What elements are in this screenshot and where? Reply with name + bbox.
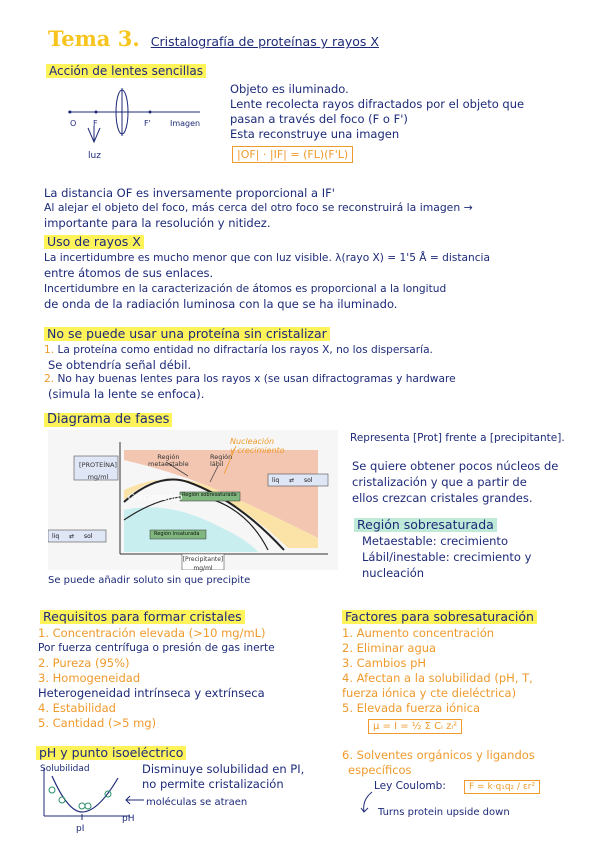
rayos-line-2: entre átomos de sus enlaces.	[44, 266, 214, 280]
rayos-heading: Uso de rayos X	[44, 235, 144, 249]
requisitos-item-1b-text: Por fuerza centrífuga o presión de gas inerte	[38, 642, 275, 654]
liq-sol-left-arrows: ⇄	[69, 533, 75, 540]
factores-item-1-text: Aumento concentración	[356, 626, 495, 640]
factores-item-4b-text: fuerza iónica y cte dieléctrica)	[342, 686, 517, 700]
diagrama-right-line-2: Se quiere obtener pocos núcleos de	[352, 459, 559, 473]
ionic-strength-formula: μ = I = ½ Σ Cᵢ zᵢ²	[368, 719, 462, 734]
proteina-heading: No se puede usar una proteína sin cristalizar	[44, 327, 330, 341]
diagrama-note-below: Se puede añadir soluto sin que precipite	[48, 575, 251, 586]
requisitos-item-5-num: 5.	[38, 716, 49, 730]
factores-item-3	[342, 656, 533, 671]
sobresaturada-heading: Región sobresaturada	[354, 518, 497, 532]
requisitos-item-4-text: Estabilidad	[52, 701, 116, 715]
rayos-line-3: Incertidumbre en la caracterización de átomos es proporcional a la longitud	[44, 283, 447, 295]
lens-label-f: F	[93, 119, 98, 128]
factores-item-3-num: 3.	[342, 656, 353, 670]
proteina-item-1	[44, 343, 433, 358]
factores-item-5	[342, 701, 533, 716]
arrow-icon	[358, 790, 378, 816]
lentes-line-4: Esta reconstruye una imagen	[230, 127, 400, 141]
liq-sol-left-liq: liq	[52, 533, 60, 540]
proteina-item-1-line-2: Se obtendría señal débil.	[48, 358, 192, 372]
region-metaestable-line-2: metaestable	[148, 460, 189, 468]
rayos-line-4: de onda de la radiación luminosa con la que se ha iluminado.	[44, 297, 398, 311]
region-labil-line-2: lábil	[210, 460, 224, 468]
ph-heading: pH y punto isoeléctrico	[36, 746, 186, 760]
requisitos-item-1	[38, 626, 275, 641]
precipitante-axis-line-2: mg/ml	[193, 565, 213, 572]
lentes-line-3: pasan a través del foco (F o F')	[230, 112, 408, 126]
lentes-formula: |OF| · |IF| = (FL)(F'L)	[232, 146, 353, 163]
requisitos-item-1b	[38, 641, 275, 656]
requisitos-item-1-text: Concentración elevada (>10 mg/mL)	[52, 626, 266, 640]
region-metaestable-line-1: Región	[157, 453, 180, 461]
paragraph-line-1: La distancia OF es inversamente proporcional a IF'	[44, 186, 335, 200]
factores-heading: Factores para sobresaturación	[342, 610, 537, 624]
requisitos-item-2-num: 2.	[38, 656, 49, 670]
liq-sol-top	[272, 477, 313, 484]
requisitos-item-1-num: 1.	[38, 626, 49, 640]
lentes-heading: Acción de lentes sencillas	[46, 64, 206, 78]
diagrama-right-line-3: cristalización y que a partir de	[352, 475, 527, 489]
region-labil-label	[210, 454, 232, 468]
turns-text: Turns protein upside down	[378, 807, 510, 818]
factores-item-6-num: 6.	[342, 748, 353, 762]
paragraph-line-3: importante para la resolución y nitidez.	[44, 216, 271, 230]
phase-diagram	[48, 430, 338, 570]
factores-item-4b	[342, 686, 533, 701]
proteina-item-2-line-1: No hay buenas lentes para los rayos x (se usan difractogramas y hardware	[57, 373, 456, 385]
ley-coulomb-label: Ley Coulomb:	[374, 780, 446, 792]
requisitos-item-3b	[38, 686, 275, 701]
factores-item-2-num: 2.	[342, 641, 353, 655]
liq-sol-left-sol: sol	[84, 533, 93, 540]
region-metaestable-label	[148, 454, 189, 468]
proteina-item-1-line-1: La proteína como entidad no difractaría los rayos X, no los dispersaría.	[57, 344, 433, 356]
proteina-item-2	[44, 372, 456, 387]
ph-line-1: Disminuye solubilidad en PI,	[142, 762, 305, 776]
coulomb-formula: F = k·q₁q₂ / εr²	[464, 780, 540, 794]
ph-moleculas: moléculas se atraen	[146, 797, 248, 808]
ph-pi-label: pI	[76, 824, 85, 834]
factores-item-2	[342, 641, 533, 656]
sobresaturada-line-2: Lábil/inestable: crecimiento y	[362, 550, 532, 564]
sobresaturada-line-1: Metaestable: crecimiento	[362, 534, 508, 548]
requisitos-item-2	[38, 656, 275, 671]
requisitos-item-4-num: 4.	[38, 701, 49, 715]
liq-sol-top-sol: sol	[304, 477, 313, 484]
liq-sol-top-liq: liq	[272, 477, 280, 484]
factores-item-6	[342, 748, 535, 763]
region-sobresaturada-box: Región sobresaturada	[182, 492, 237, 498]
requisitos-item-3b-text: Heterogeneidad intrínseca y extrínseca	[38, 686, 265, 700]
factores-list	[342, 626, 533, 716]
ph-axis-y: Solubilidad	[40, 764, 90, 774]
requisitos-list	[38, 626, 275, 731]
lens-label-f2: F'	[144, 119, 151, 128]
lentes-line-2: Lente recolecta rayos difractados por el objeto que	[230, 97, 525, 111]
page-title	[48, 26, 379, 51]
diagrama-heading: Diagrama de fases	[44, 413, 172, 427]
proteina-item-2-num: 2.	[44, 373, 55, 385]
requisitos-item-3-text: Homogeneidad	[52, 671, 141, 685]
paragraph-line-2: Al alejar el objeto del foco, más cerca del otro foco se reconstruirá la imagen →	[44, 201, 473, 214]
proteina-axis-label	[78, 459, 118, 483]
requisitos-item-5-text: Cantidad (>5 mg)	[52, 716, 157, 730]
ph-line-2: no permite cristalización	[142, 777, 284, 791]
crecimiento-label: Crecimiento	[128, 493, 183, 503]
proteina-item-1-num: 1.	[44, 344, 55, 356]
lens-label-luz: luz	[88, 151, 101, 161]
factores-item-4	[342, 671, 533, 686]
requisitos-item-3	[38, 671, 275, 686]
liq-sol-left	[52, 533, 93, 540]
factores-item-5-num: 5.	[342, 701, 353, 715]
requisitos-item-3-num: 3.	[38, 671, 49, 685]
factores-item-4-num: 4.	[342, 671, 353, 685]
factores-item-1-num: 1.	[342, 626, 353, 640]
tema-subtitle: Cristalografía de proteínas y rayos X	[150, 34, 379, 49]
diagrama-right-line-4: ellos crezcan cristales grandes.	[352, 491, 533, 505]
proteina-axis-line-2: mg/ml	[87, 473, 109, 481]
requisitos-heading: Requisitos para formar cristales	[40, 610, 245, 624]
sobresaturada-line-3: nucleación	[362, 566, 425, 580]
nucleacion-note	[230, 437, 285, 455]
precipitante-axis-label	[182, 555, 224, 573]
proteina-item-2-line-2: (simula la lente se enfoca).	[48, 387, 205, 401]
factores-item-3-text: Cambios pH	[356, 656, 427, 670]
requisitos-item-5	[38, 716, 275, 731]
liq-sol-top-arrows: ⇄	[289, 477, 295, 484]
factores-item-6-line-1: Solventes orgánicos y ligandos	[356, 748, 535, 762]
ph-axis-x: pH	[122, 814, 135, 824]
diagrama-right-line-1: Representa [Prot] frente a [precipitante].	[350, 432, 565, 444]
factores-item-5-text: Elevada fuerza iónica	[356, 701, 480, 715]
rayos-line-1: La incertidumbre es mucho menor que con luz visible. λ(rayo X) = 1'5 Å = distancia	[44, 252, 490, 264]
nucleacion-note-line-1: Nucleación	[230, 437, 275, 446]
region-insaturada-box: Región insaturada	[154, 531, 200, 537]
requisitos-item-4	[38, 701, 275, 716]
factores-item-1	[342, 626, 533, 641]
factores-item-2-text: Eliminar agua	[356, 641, 437, 655]
lens-label-o: O	[70, 119, 77, 128]
proteina-axis-line-1: [PROTEÍNA]	[79, 461, 117, 469]
nucleacion-note-line-2: y crecimiento	[230, 446, 285, 455]
lentes-line-1: Objeto es iluminado.	[230, 82, 349, 96]
factores-item-6-line-2: específicos	[348, 763, 412, 777]
region-labil-line-1: Región	[210, 453, 233, 461]
ph-arrow-icon	[122, 793, 146, 807]
factores-item-4-text: Afectan a la solubilidad (pH, T,	[356, 671, 533, 685]
precipitante-axis-line-1: [Precipitante]	[182, 556, 224, 563]
requisitos-item-2-text: Pureza (95%)	[52, 656, 130, 670]
tema-number: Tema 3.	[48, 26, 140, 51]
lens-label-imagen: Imagen	[170, 119, 201, 128]
